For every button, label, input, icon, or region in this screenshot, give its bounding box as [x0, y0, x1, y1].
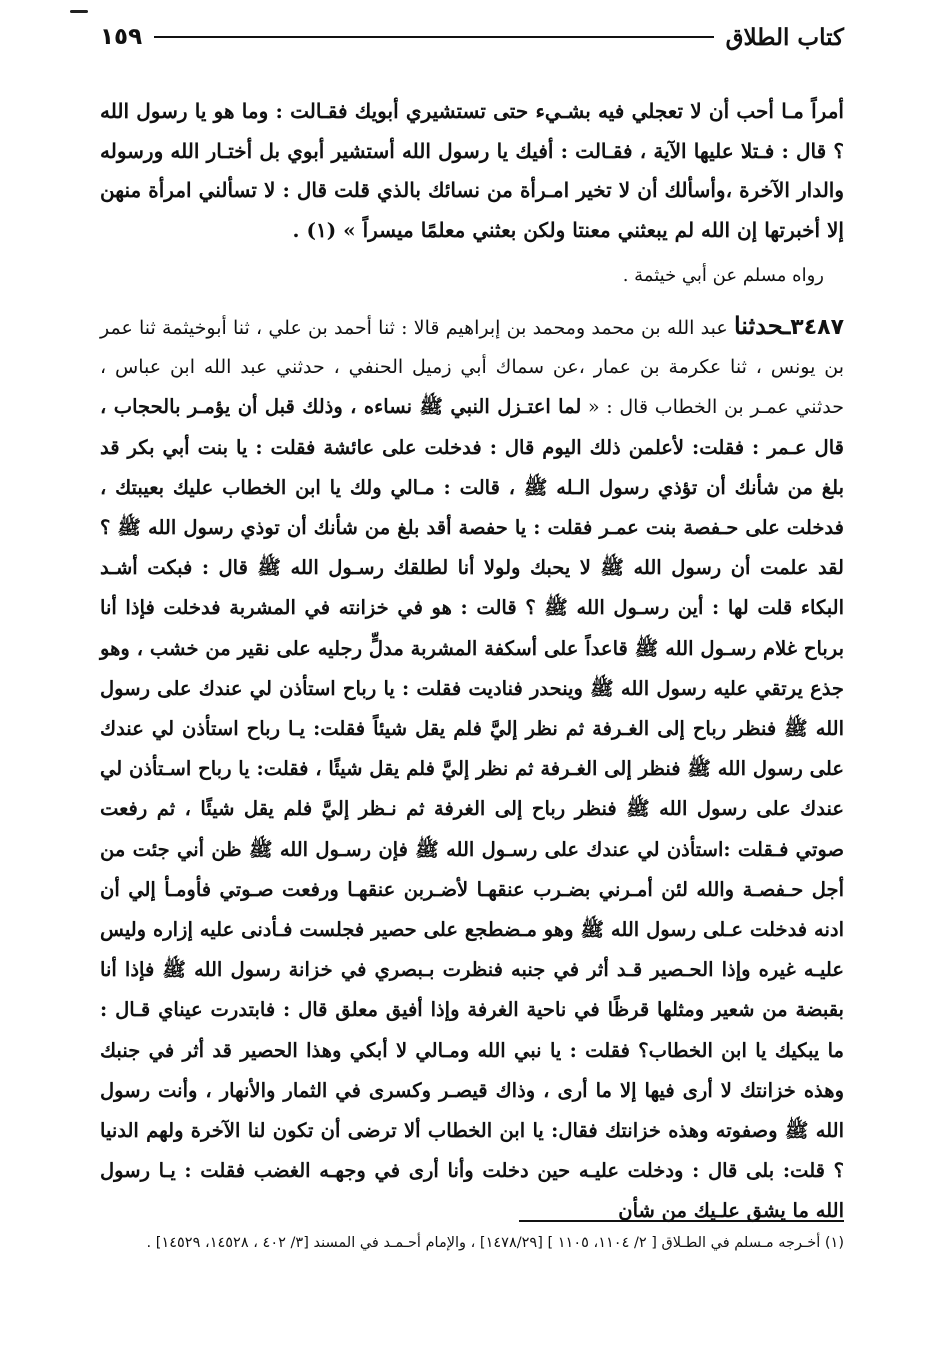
narration-line: رواه مسلم عن أبي خيثمة . — [622, 265, 824, 286]
hadith-number: ٣٤٨٧ — [790, 315, 845, 340]
hadith-paragraph — [100, 306, 844, 1232]
footnote: (١) أخـرجه مـسلم في الطـلاق [ ٢/ ١١٠٤، ١١٠٥ ] [١٤٧٨/٢٩] ، والإمام أحـمـد في المسند [٣/ ٤٠٢ ، ١٤٥٢٨، ١٤٥٢٩] . — [146, 1235, 844, 1251]
opening-paragraph: أمراً مـا أحب أن لا تعجلي فيه بشـيء حتى تستشيري أبويك فقـالت : وما هو يا رسول الله ؟ قال : فـتلا عليها الآية ، فقـالت : أفيك يا رسول الله أستشير أبوي بل أختـار الله ورسوله والدار الآخرة ،وأسألك أن لا تخير امـرأة من نسائك بالذي قلت قال : لا تسألني امرأة منهن إلا أخبرتها إن الله لم يبعثني معنتا ولكن بعثني معلمًا ميسراً » (١) . — [100, 99, 844, 242]
page-number: ١٥٩ — [100, 24, 143, 50]
haddathana-word: ـحدثنا — [733, 311, 791, 340]
corner-mark — [70, 10, 88, 13]
hadith-matn: لما اعتـزل النبي ﷺ نساءه ، وذلك قبل أن يؤمـر بالحجاب ، قال عـمر : فقلت: لأعلمن ذلك اليوم قال : فدخلت على عائشة فقلت : يا بنت أبي بكر قد بلغ من شأنك أن تؤذي رسول الـله ﷺ ، قالت : مـالي ولك يا ابن الخطاب عليك بعيبتك ، فدخلت على حـفصة بنت عمـر فقلت : يا حفصة أقد بلغ من شأنك أن توذي رسول الله ﷺ ؟ لقد علمت أن رسول الله ﷺ لا يحبك ولولا أنا لطلقك رسـول الله ﷺ قال : فبكت أشـد البكاء قلت لها : أين رسـول الله ﷺ ؟ قالت : هو في خزانته في المشربة فدخلت فإذا أنا برباح غلام رسـول الله ﷺ قاعداً على أسكفة المشربة مدلٍّ رجليه على نقير من خشب ، وهو جذع يرتقي عليه رسول الله ﷺ وينحدر فناديت فقلت : يا رباح استأذن لي عندك على رسول الله ﷺ فنظر رباح إلى الغـرفة ثم نظر إليَّ فلم يقل شيئاً فقلت: يـا رباح استأذن لي عندك على رسول الله ﷺ فنظر إلى الغـرفة ثم نظر إليَّ فلم يقل شيئًا ، فقلت: يا رباح اسـتأذن لي عندك على رسول الله ﷺ فنظر رباح إلى الغرفة ثم نـظر إليَّ فلم يقل شيئًا ، ثم رفعت صوتي فـقلت :استأذن لي عندك على رسـول الله ﷺ فإن رسـول الله ﷺ ظن أني جئت من أجل حـفصـة والله لئن أمـرني بضـرب عنقهـا لأضـربن عنقهـا ورفعت صـوتي فأومـأ إلي أن ادنه فدخلت عـلى رسول الله ﷺ وهو مـضطجع على حصير فجلست فـأدنى عليه إزاره وليس عليـه غيره وإذا الحـصير قـد أثر في جنبه فنظرت بـبصري في خزانة رسول الله ﷺ فإذا أنا بقبضة من شعير ومثلها قرظًا في ناحية الغرفة وإذا أفيق معلق قال : فابتدرت عيناي قـال : ما يبكيك يا ابن الخطاب؟ فقلت : يا نبي الله ومـالي لا أبكي وهذا الحصير قد أثر في جنبك وهذه خزانتك لا أرى فيها إلا ما أرى ، وذاك قيصـر وكسرى في الثمار والأنهار ، وأنت رسول الله ﷺ وصفوته وهذه خزانتك فقال: يا ابن الخطاب ألا ترضى أن تكون لنا الآخرة ولهم الدنيا ؟ قلت: بلى قال : ودخلت عليـه حين دخلت وأنا أرى في وجهـه الغضب فقلت : يـا رسول الله ما يشق علـيك من شأن — [100, 395, 844, 1223]
footnote-rule — [519, 1220, 844, 1222]
running-header — [100, 14, 844, 60]
hadith-isnad: عبد الله بن محمد ومحمد بن إبراهيم قالا : ثنا أحمد بن علي ، ثنا أبوخيثمة ثنا عمر بن يونس ، ثنا عكرمة بن عمار ،عن سماك أبي زميل الحنفي ، حدثني عبد الله ابن عباس ، حدثني عمـر بن الخطاب قال : « — [100, 317, 844, 419]
main-text — [100, 92, 844, 1232]
book-title: كتاب الطلاق — [725, 23, 844, 51]
header-rule — [154, 36, 713, 38]
